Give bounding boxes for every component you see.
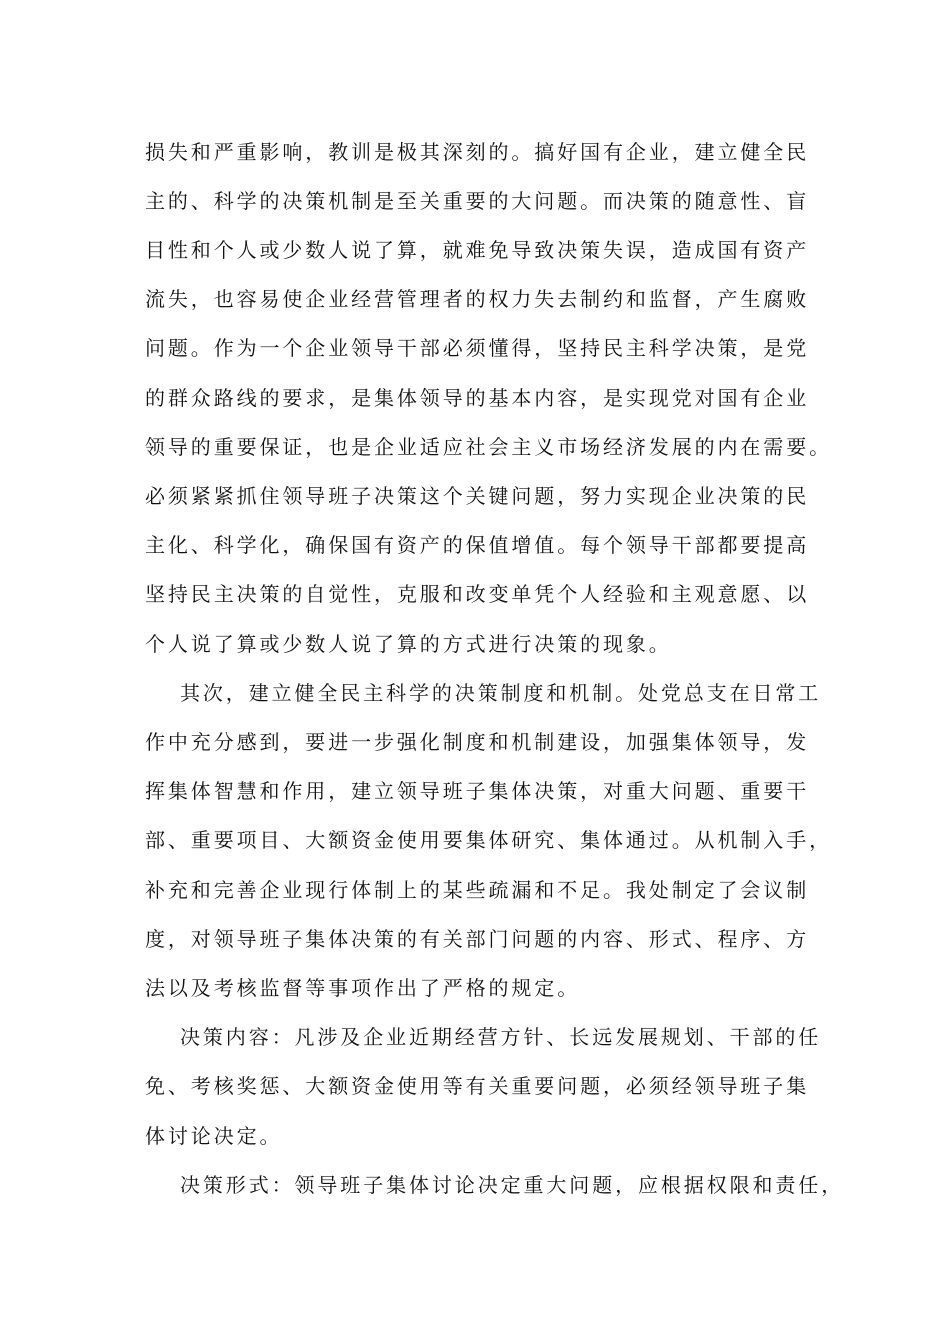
text-line: 法以及考核监督等事项作出了严格的规定。 (145, 976, 581, 1000)
text-line: 免、考核奖惩、大额资金使用等有关重要问题，必须经领导班子集 (145, 1074, 810, 1098)
text-line: 补充和完善企业现行体制上的某些疏漏和不足。我处制定了会议制 (145, 878, 810, 902)
paragraph-first-line: 决策内容：凡涉及企业近期经营方针、长远发展规划、干部的任 (180, 1025, 822, 1049)
text-line: 作中充分感到，要进一步强化制度和机制建设，加强集体领导，发 (145, 730, 810, 754)
text-line: 领导的重要保证，也是企业适应社会主义市场经济发展的内在需要。 (145, 435, 832, 459)
text-line: 的群众路线的要求，是集体领导的基本内容，是实现党对国有企业 (145, 386, 810, 410)
text-line: 体讨论决定。 (145, 1124, 283, 1148)
text-line: 部、重要项目、大额资金使用要集体研究、集体通过。从机制入手， (145, 828, 832, 852)
text-line: 度，对领导班子集体决策的有关部门问题的内容、形式、程序、方 (145, 927, 810, 951)
text-line: 流失，也容易使企业经营管理者的权力失去制约和监督，产生腐败 (145, 287, 810, 311)
paragraph-first-line: 其次，建立健全民主科学的决策制度和机制。处党总支在日常工 (180, 681, 822, 705)
text-line: 挥集体智慧和作用，建立领导班子集体决策，对重大问题、重要干 (145, 779, 810, 803)
text-line: 主化、科学化，确保国有资产的保值增值。每个领导干部都要提高 (145, 533, 810, 557)
text-line: 必须紧紧抓住领导班子决策这个关键问题，努力实现企业决策的民 (145, 484, 810, 508)
text-line: 目性和个人或少数人说了算，就难免导致决策失误，造成国有资产 (145, 238, 810, 262)
text-line: 个人说了算或少数人说了算的方式进行决策的现象。 (145, 632, 672, 656)
paragraph-first-line: 决策形式：领导班子集体讨论决定重大问题，应根据权限和责任， (180, 1173, 845, 1197)
text-line: 坚持民主决策的自觉性，克服和改变单凭个人经验和主观意愿、以 (145, 582, 810, 606)
text-line: 主的、科学的决策机制是至关重要的大问题。而决策的随意性、盲 (145, 189, 810, 213)
text-line: 问题。作为一个企业领导干部必须懂得，坚持民主科学决策，是党 (145, 336, 810, 360)
text-line: 损失和严重影响，教训是极其深刻的。搞好国有企业，建立健全民 (145, 140, 810, 164)
